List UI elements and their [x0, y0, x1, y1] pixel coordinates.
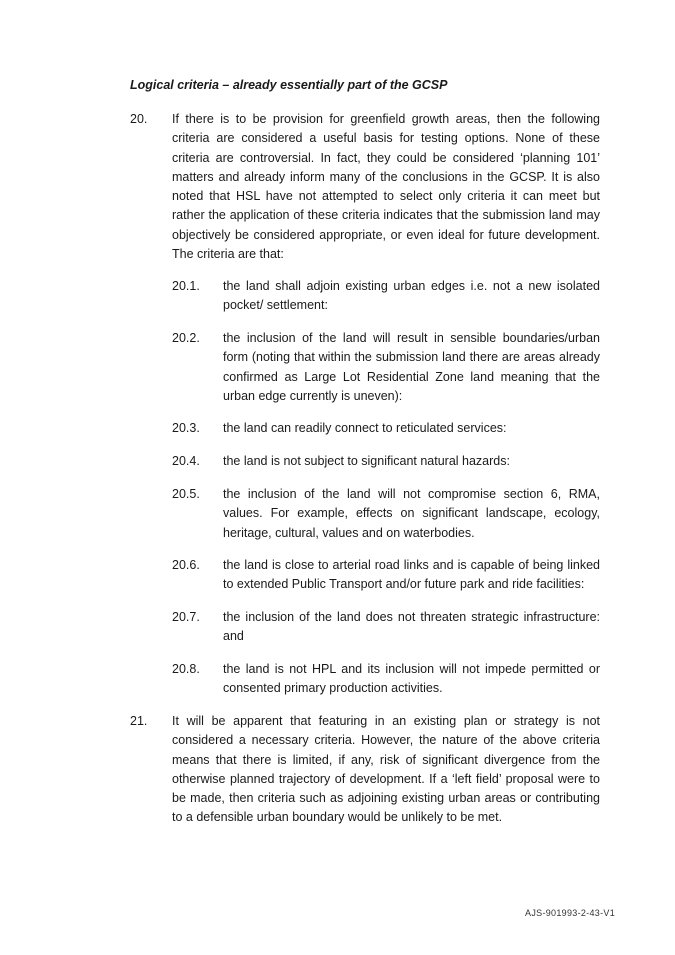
criterion-number: 20.4.	[172, 454, 200, 468]
criterion-text: the land can readily connect to reticulated services:	[223, 421, 507, 435]
paragraph-number: 21.	[130, 714, 148, 728]
criterion-number: 20.6.	[172, 558, 200, 572]
section-heading: Logical criteria – already essentially part of the GCSP	[130, 78, 448, 92]
criterion-number: 20.2.	[172, 331, 200, 345]
criterion-text: the land is not HPL and its inclusion will not impede permitted or consented primary production activities.	[223, 662, 600, 696]
document-reference: AJS-901993-2-43-V1	[525, 908, 615, 918]
paragraph-text: If there is to be provision for greenfield growth areas, then the following criteria are considered a useful basis for testing options. None of these criteria are controversial. In fact, they could be considered ‘planning 101’ matters and already inform many of the conclusions in the GCSP. It is also noted that HSL have not attempted to select only criteria it can meet but rather the application of these criteria indicates that the submission land may objectively be considered appropriate, or even ideal for future development. The criteria are that:	[172, 112, 600, 262]
criterion-text: the inclusion of the land does not threaten strategic infrastructure: and	[223, 610, 600, 644]
criterion-number: 20.7.	[172, 610, 200, 624]
paragraph-text: It will be apparent that featuring in an existing plan or strategy is not considered a necessary criteria. However, the nature of the above criteria means that there is limited, if any, risk of significant divergence from the otherwise planned trajectory of development. If a ‘left field’ proposal were to be made, then criteria such as adjoining existing urban areas or contributing to a defensible urban boundary would be unlikely to be met.	[172, 714, 600, 825]
criterion-text: the land is not subject to significant natural hazards:	[223, 454, 510, 468]
criterion-text: the land is close to arterial road links and is capable of being linked to extended Public Transport and/or future park and ride facilities:	[223, 558, 600, 592]
criterion-text: the land shall adjoin existing urban edges i.e. not a new isolated pocket/ settlement:	[223, 279, 600, 313]
paragraph-number: 20.	[130, 112, 148, 126]
criterion-text: the inclusion of the land will result in sensible boundaries/urban form (noting that within the submission land there are areas already confirmed as Large Lot Residential Zone land meaning that the urban edge currently is uneven):	[223, 331, 600, 403]
criterion-number: 20.5.	[172, 487, 200, 501]
criterion-text: the inclusion of the land will not compromise section 6, RMA, values. For example, effects on significant landscape, ecology, heritage, cultural, values and on waterbodies.	[223, 487, 600, 540]
criterion-number: 20.8.	[172, 662, 200, 676]
criterion-number: 20.1.	[172, 279, 200, 293]
criterion-number: 20.3.	[172, 421, 200, 435]
